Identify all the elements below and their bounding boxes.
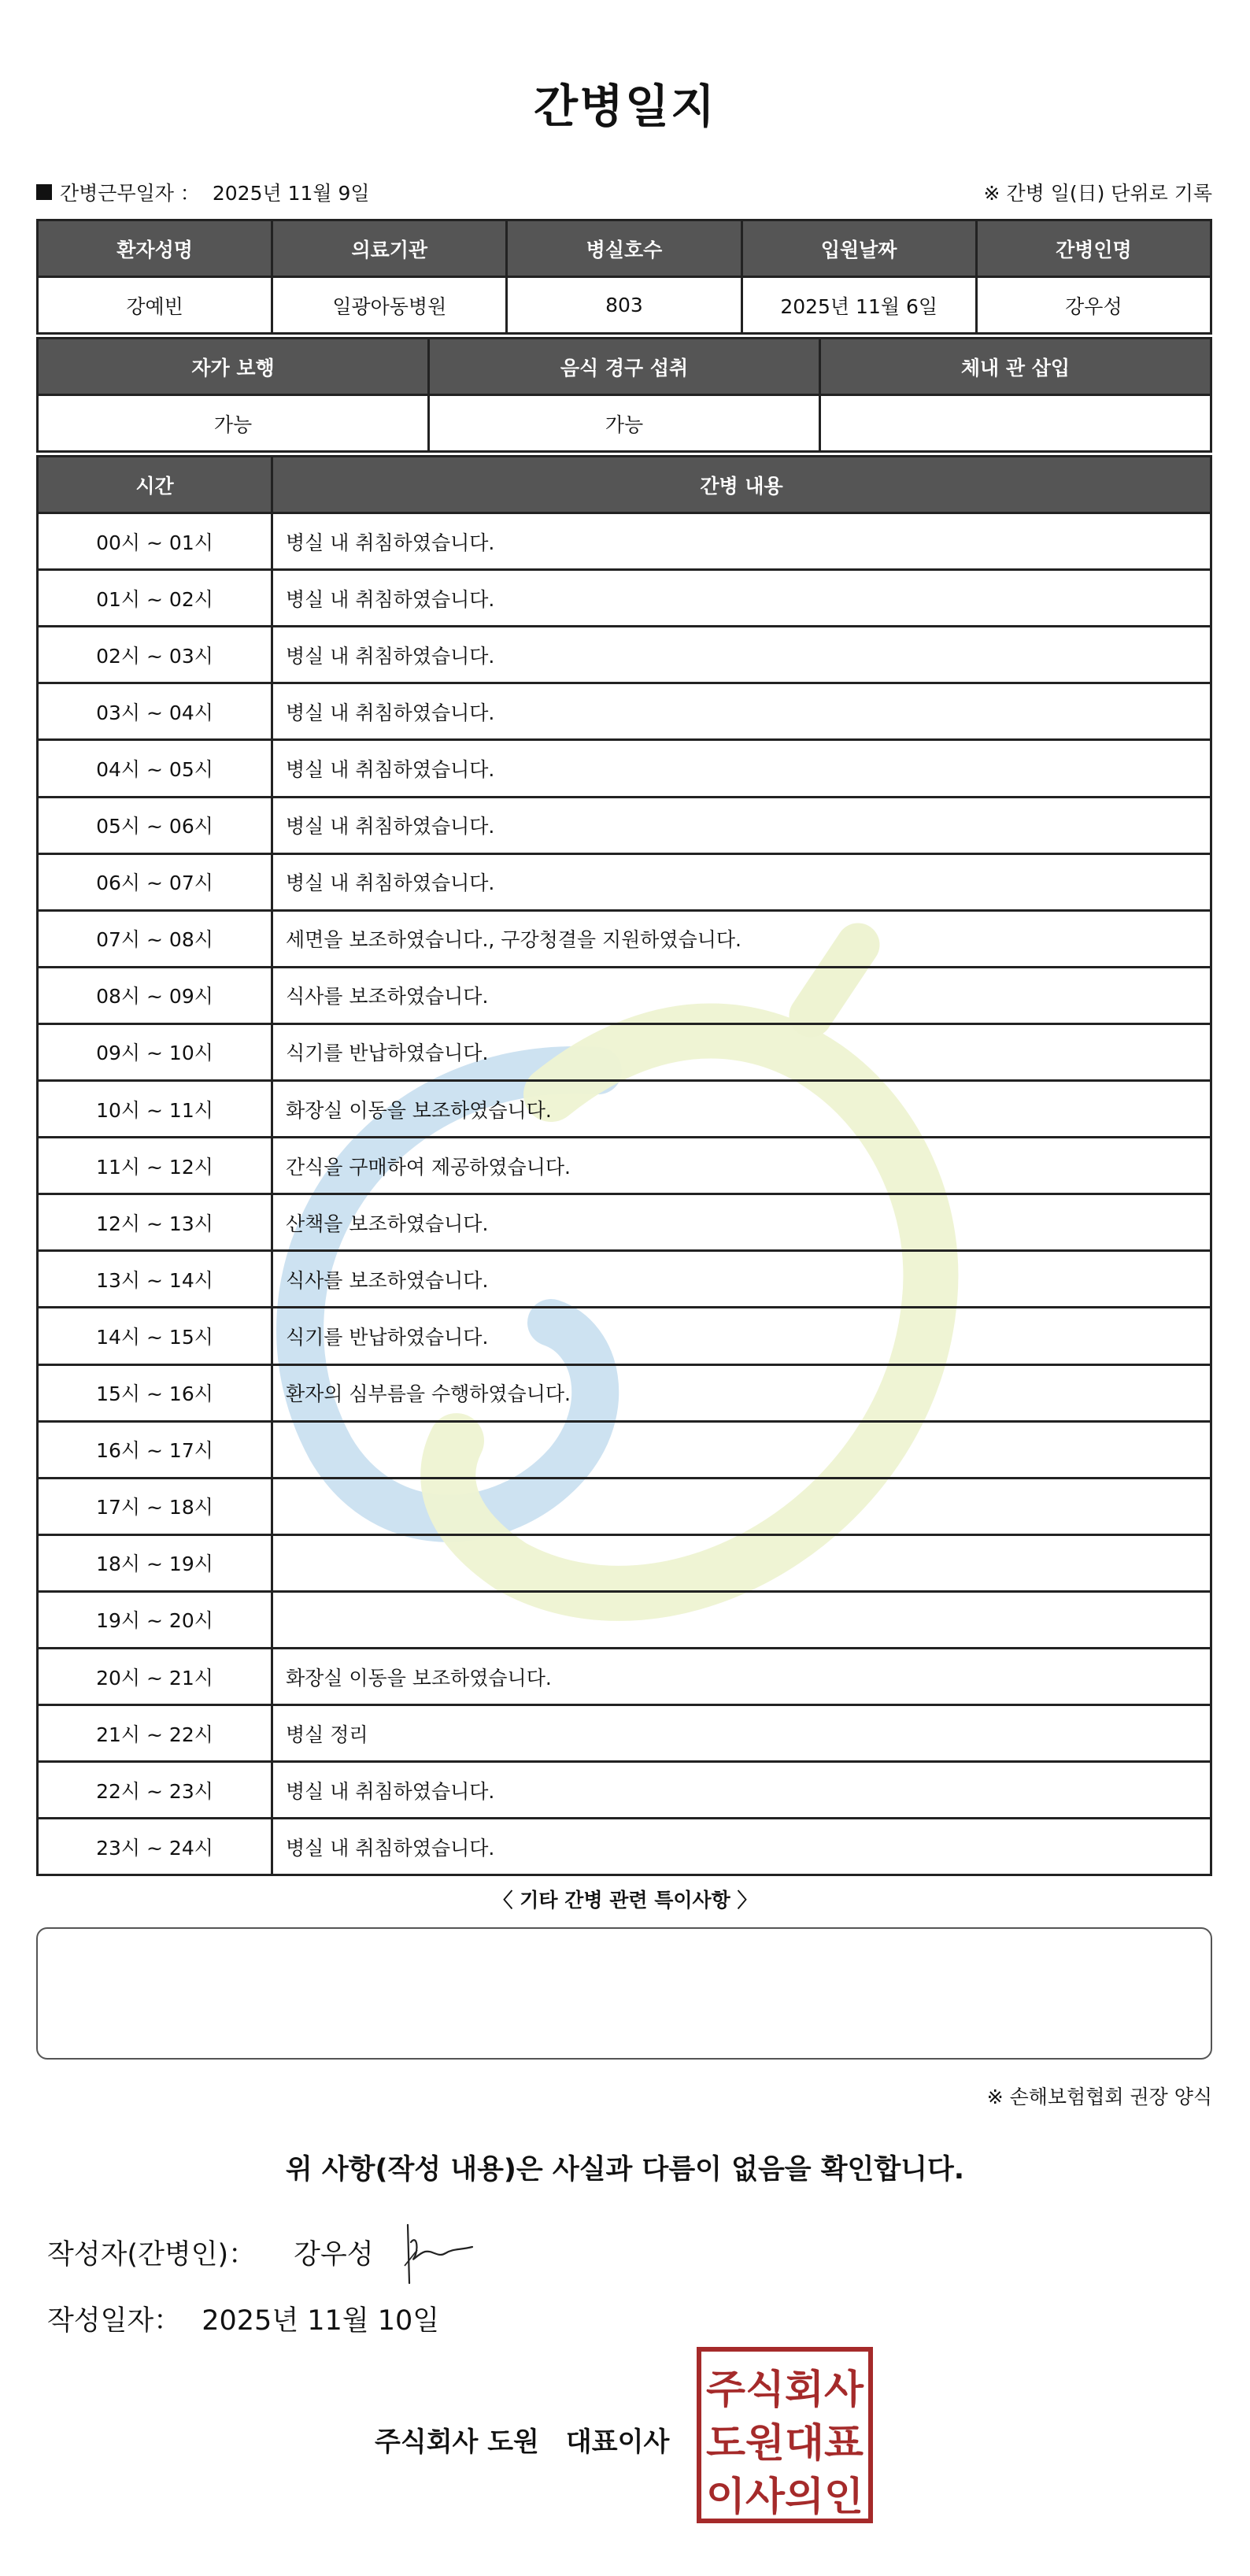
log-time: 16시 ~ 17시 xyxy=(38,1421,272,1478)
log-time: 02시 ~ 03시 xyxy=(38,627,272,683)
work-date-label: 간병근무일자 ： xyxy=(60,182,200,205)
log-content xyxy=(272,1534,1211,1591)
patient-info-table xyxy=(36,219,1212,335)
log-content: 세면을 보조하였습니다., 구강청결을 지원하였습니다. xyxy=(272,910,1211,967)
log-time: 06시 ~ 07시 xyxy=(38,853,272,910)
log-content: 병실 내 취침하였습니다. xyxy=(272,1819,1211,1875)
log-time: 13시 ~ 14시 xyxy=(38,1251,272,1308)
oral-intake-value: 가능 xyxy=(429,395,820,452)
table-row xyxy=(38,1648,1211,1704)
svg-text:도원대표: 도원대표 xyxy=(706,2420,864,2466)
work-date-value: 2025년 11월 9일 xyxy=(212,182,370,205)
care-log-table xyxy=(36,455,1212,1876)
table-row xyxy=(38,1308,1211,1364)
record-note: ※ 간병 일(日) 단위로 기록 xyxy=(983,182,1212,205)
log-time: 14시 ~ 15시 xyxy=(38,1308,272,1364)
write-date-label: 작성일자： xyxy=(47,2305,182,2337)
patient-status-header-row xyxy=(38,339,1211,395)
log-time: 09시 ~ 10시 xyxy=(38,1023,272,1080)
table-row xyxy=(38,797,1211,853)
table-row xyxy=(38,1194,1211,1251)
table-row xyxy=(38,853,1211,910)
log-time: 01시 ~ 02시 xyxy=(38,570,272,627)
log-time: 20시 ~ 21시 xyxy=(38,1648,272,1704)
notes-title: 〈 기타 간병 관련 특이사항 〉 xyxy=(493,1889,757,1912)
write-date-row xyxy=(47,2299,439,2338)
patient-status-table xyxy=(36,337,1212,453)
log-time: 10시 ~ 11시 xyxy=(38,1081,272,1138)
log-time: 05시 ~ 06시 xyxy=(38,797,272,853)
table-row xyxy=(38,1081,1211,1138)
table-row xyxy=(38,627,1211,683)
table-row xyxy=(38,1364,1211,1421)
square-bullet-icon xyxy=(36,184,52,200)
table-row xyxy=(38,513,1211,570)
care-log-header-row xyxy=(38,457,1211,513)
header-self-walking: 자가 보행 xyxy=(38,339,429,395)
log-time: 17시 ~ 18시 xyxy=(38,1478,272,1534)
log-time: 23시 ~ 24시 xyxy=(38,1819,272,1875)
table-row xyxy=(38,1534,1211,1591)
table-row xyxy=(38,1705,1211,1762)
log-content xyxy=(272,1421,1211,1478)
log-content: 화장실 이동을 보조하였습니다. xyxy=(272,1081,1211,1138)
representative-title: 대표이사 xyxy=(565,2426,670,2458)
table-row xyxy=(38,1138,1211,1194)
table-row xyxy=(38,1478,1211,1534)
work-date-row xyxy=(36,178,370,206)
company-seal-stamp xyxy=(696,2346,874,2524)
log-content: 병실 내 취침하였습니다. xyxy=(272,740,1211,797)
header-admission-date: 입원날짜 xyxy=(741,220,976,277)
log-time: 11시 ~ 12시 xyxy=(38,1138,272,1194)
table-row xyxy=(38,1819,1211,1875)
table-row xyxy=(38,1023,1211,1080)
log-content: 식사를 보조하였습니다. xyxy=(272,1251,1211,1308)
header-tube-insertion: 체내 관 삽입 xyxy=(820,339,1211,395)
table-row xyxy=(38,1251,1211,1308)
header-time: 시간 xyxy=(38,457,272,513)
log-content: 화장실 이동을 보조하였습니다. xyxy=(272,1648,1211,1704)
log-time: 03시 ~ 04시 xyxy=(38,683,272,740)
log-content: 병실 내 취침하였습니다. xyxy=(272,513,1211,570)
table-row xyxy=(38,910,1211,967)
log-content: 식사를 보조하였습니다. xyxy=(272,967,1211,1023)
header-room-number: 병실호수 xyxy=(507,220,741,277)
writer-name: 강우성 xyxy=(294,2239,374,2271)
log-time: 07시 ~ 08시 xyxy=(38,910,272,967)
log-content: 식기를 반납하였습니다. xyxy=(272,1023,1211,1080)
room-number: 803 xyxy=(507,277,741,334)
header-hospital: 의료기관 xyxy=(272,220,507,277)
table-row xyxy=(38,1762,1211,1819)
log-time: 12시 ~ 13시 xyxy=(38,1194,272,1251)
log-content: 환자의 심부름을 수행하였습니다. xyxy=(272,1364,1211,1421)
table-row xyxy=(38,683,1211,740)
patient-name: 강예빈 xyxy=(38,277,272,334)
log-content xyxy=(272,1478,1211,1534)
header-patient-name: 환자성명 xyxy=(38,220,272,277)
company-name: 주식회사 도원 xyxy=(375,2426,539,2458)
writer-row xyxy=(47,2233,374,2272)
company-row xyxy=(375,2420,669,2459)
self-walking-value: 가능 xyxy=(38,395,429,452)
log-content: 간식을 구매하여 제공하였습니다. xyxy=(272,1138,1211,1194)
hospital-name: 일광아동병원 xyxy=(272,277,507,334)
admission-date: 2025년 11월 6일 xyxy=(741,277,976,334)
log-content: 병실 내 취침하였습니다. xyxy=(272,797,1211,853)
table-row xyxy=(38,1591,1211,1648)
write-date-value: 2025년 11월 10일 xyxy=(202,2305,440,2337)
table-row xyxy=(38,570,1211,627)
patient-status-value-row xyxy=(38,395,1211,452)
log-content xyxy=(272,1591,1211,1648)
svg-text:이사의인: 이사의인 xyxy=(706,2474,864,2519)
writer-label: 작성자(간병인)： xyxy=(47,2239,257,2271)
header-care-content: 간병 내용 xyxy=(272,457,1211,513)
signature-image xyxy=(401,2219,480,2289)
document-title: 간병일지 xyxy=(533,80,717,133)
log-time: 08시 ~ 09시 xyxy=(38,967,272,1023)
log-content: 병실 내 취침하였습니다. xyxy=(272,627,1211,683)
log-content: 병실 내 취침하였습니다. xyxy=(272,570,1211,627)
table-row xyxy=(38,967,1211,1023)
table-row xyxy=(38,740,1211,797)
log-time: 18시 ~ 19시 xyxy=(38,1534,272,1591)
table-row xyxy=(38,1421,1211,1478)
log-time: 00시 ~ 01시 xyxy=(38,513,272,570)
log-content: 병실 정리 xyxy=(272,1705,1211,1762)
log-time: 15시 ~ 16시 xyxy=(38,1364,272,1421)
log-content: 식기를 반납하였습니다. xyxy=(272,1308,1211,1364)
notes-box xyxy=(36,1927,1212,2060)
svg-text:주식회사: 주식회사 xyxy=(706,2367,864,2412)
tube-insertion-value xyxy=(820,395,1211,452)
header-caregiver-name: 간병인명 xyxy=(976,220,1211,277)
header-oral-intake: 음식 경구 섭취 xyxy=(429,339,820,395)
log-content: 병실 내 취침하였습니다. xyxy=(272,683,1211,740)
patient-info-header-row xyxy=(38,220,1211,277)
confirmation-statement: 위 사항(작성 내용)은 사실과 다름이 없음을 확인합니다. xyxy=(285,2154,965,2186)
log-content: 병실 내 취침하였습니다. xyxy=(272,853,1211,910)
log-time: 22시 ~ 23시 xyxy=(38,1762,272,1819)
patient-info-value-row xyxy=(38,277,1211,334)
log-content: 병실 내 취침하였습니다. xyxy=(272,1762,1211,1819)
log-time: 04시 ~ 05시 xyxy=(38,740,272,797)
log-content: 산책을 보조하였습니다. xyxy=(272,1194,1211,1251)
caregiver-name: 강우성 xyxy=(976,277,1211,334)
log-time: 21시 ~ 22시 xyxy=(38,1705,272,1762)
recommend-note: ※ 손해보험협회 권장 양식 xyxy=(986,2086,1212,2108)
log-time: 19시 ~ 20시 xyxy=(38,1591,272,1648)
